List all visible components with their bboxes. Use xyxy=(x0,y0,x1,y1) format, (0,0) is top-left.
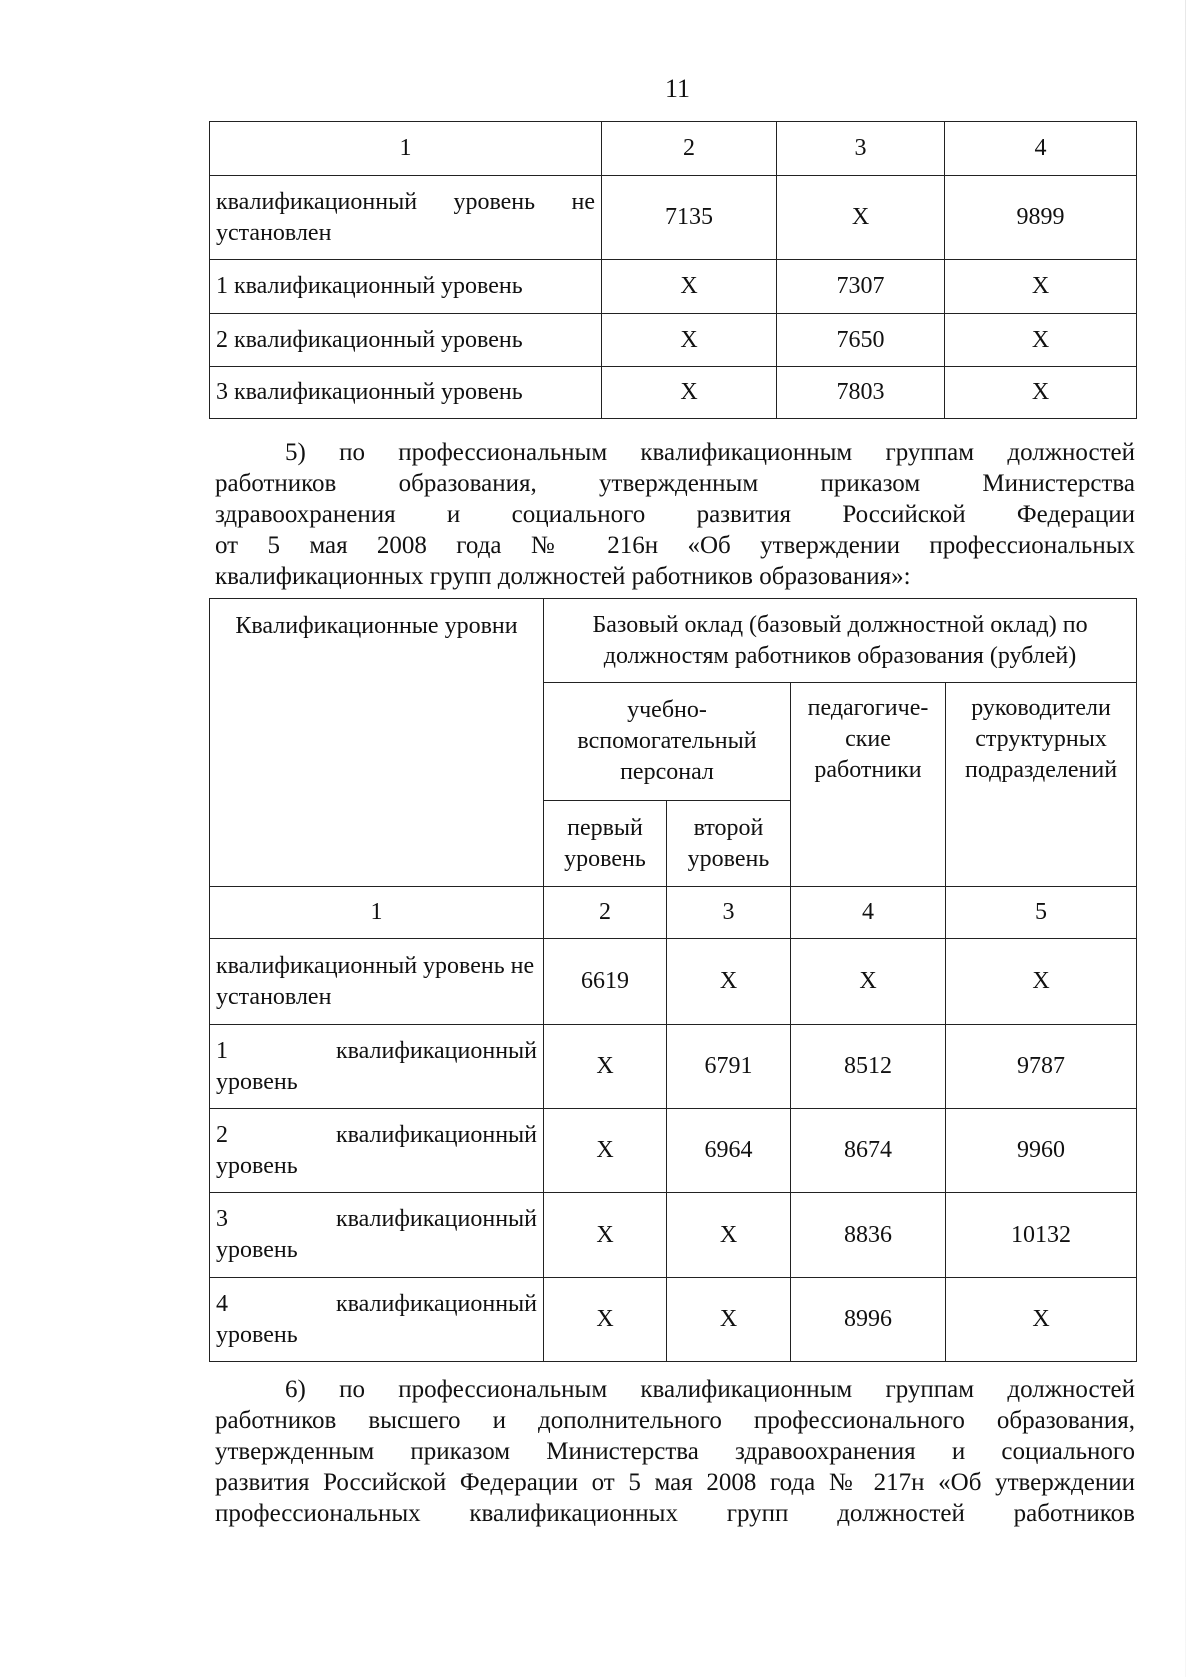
paragraph-6 xyxy=(215,1374,1135,1529)
row-label-tail: уровень xyxy=(216,1068,298,1095)
row-label xyxy=(210,1109,544,1193)
row-label xyxy=(210,1278,544,1362)
table-cell: Х xyxy=(602,260,777,314)
paragraph-line: здравоохранения и социального развития Российской Федерации xyxy=(215,501,1135,528)
table-row xyxy=(210,176,1137,260)
table-cell: Х xyxy=(544,1278,667,1362)
row-label-number: 3 xyxy=(216,1206,228,1232)
row-label: 2 квалификационный уровень xyxy=(210,314,602,367)
education-salary-table xyxy=(209,598,1137,1362)
table-cell: 8996 xyxy=(791,1278,946,1362)
header-support-staff: учебно-вспомогательный персонал xyxy=(544,683,791,801)
salary-table-continued xyxy=(209,121,1137,419)
table-header-cell: 1 xyxy=(210,122,602,176)
paragraph-5 xyxy=(215,437,1135,592)
row-label: 3 квалификационный уровень xyxy=(210,367,602,419)
row-label-word: квалификационный xyxy=(335,1037,537,1064)
table-cell: 6791 xyxy=(667,1025,791,1109)
table-cell: 7135 xyxy=(602,176,777,260)
table-cell: Х xyxy=(667,1193,791,1278)
row-label-number: 4 xyxy=(216,1290,228,1317)
row-label-line: квалификационный уровень не xyxy=(216,188,595,215)
table-row xyxy=(210,1109,1137,1193)
table-cell: 6619 xyxy=(544,939,667,1025)
table-cell: Х xyxy=(602,367,777,419)
table-cell: Х xyxy=(791,939,946,1025)
paragraph-line: работников высшего и дополнительного профессионального образования, xyxy=(215,1407,1135,1434)
row-label-line xyxy=(216,1204,537,1235)
table-header-cell: 3 xyxy=(667,887,791,939)
row-label xyxy=(210,1193,544,1278)
table-header-cell: 4 xyxy=(945,122,1137,176)
table-cell: Х xyxy=(667,1278,791,1362)
row-label-number: 2 xyxy=(216,1121,228,1148)
paragraph-line: квалификационных групп должностей работников образования»: xyxy=(215,563,911,590)
table-cell: 8836 xyxy=(791,1193,946,1278)
table-cell: 8512 xyxy=(791,1025,946,1109)
table-header-row xyxy=(210,599,1137,683)
table-cell: Х xyxy=(945,260,1137,314)
paragraph-line: профессиональных квалификационных групп должностей работников xyxy=(215,1500,1135,1527)
page-number: 11 xyxy=(664,74,691,103)
table-row xyxy=(210,314,1137,367)
table-cell: Х xyxy=(667,939,791,1025)
header-department-heads: руководители структурных подразделений xyxy=(946,683,1137,887)
paragraph-line: 6) по профессиональным квалификационным группам должностей xyxy=(285,1376,1135,1403)
table-cell: Х xyxy=(945,314,1137,367)
table-cell: Х xyxy=(777,176,945,260)
row-label-tail: уровень xyxy=(216,1237,298,1263)
table-row xyxy=(210,1025,1137,1109)
header-second-level: второй уровень xyxy=(667,801,791,887)
header-pedagogical-workers: педагогиче-ские работники xyxy=(791,683,946,887)
table-cell: Х xyxy=(544,1025,667,1109)
paragraph-line: 5) по профессиональным квалификационным группам должностей xyxy=(285,439,1135,466)
table-row xyxy=(210,1193,1137,1278)
row-label-tail: уровень xyxy=(216,1152,298,1179)
row-label-line: установлен xyxy=(216,219,332,246)
row-label-line xyxy=(216,1289,537,1320)
row-label-line xyxy=(216,1120,537,1151)
table-cell: Х xyxy=(946,939,1137,1025)
row-label xyxy=(210,1025,544,1109)
table-cell: 9960 xyxy=(946,1109,1137,1193)
paragraph-line: от 5 мая 2008 года № 216н «Об утверждении профессиональных xyxy=(215,532,1135,559)
table-header-cell: 3 xyxy=(777,122,945,176)
table-cell: 9787 xyxy=(946,1025,1137,1109)
scan-edge-mark xyxy=(1185,0,1186,1677)
header-base-salary: Базовый оклад (базовый должностной оклад) по должностям работников образования (рублей) xyxy=(544,599,1137,683)
table-cell: 9899 xyxy=(945,176,1137,260)
table-header-cell: 1 xyxy=(210,887,544,939)
row-label-number: 1 xyxy=(216,1037,228,1064)
table-cell: Х xyxy=(544,1109,667,1193)
table-cell: Х xyxy=(946,1278,1137,1362)
row-label: квалификационный уровень не установлен xyxy=(210,939,544,1025)
table-cell: 8674 xyxy=(791,1109,946,1193)
row-label: 1 квалификационный уровень xyxy=(210,260,602,314)
table-cell: 10132 xyxy=(946,1193,1137,1278)
table-header-numbering-row xyxy=(210,887,1137,939)
table-cell: Х xyxy=(544,1193,667,1278)
header-qualification-levels: Квалификационные уровни xyxy=(210,599,544,887)
row-label-word: квалификационный xyxy=(335,1206,537,1232)
table-header-numbering-row xyxy=(210,122,1137,176)
table-cell: 6964 xyxy=(667,1109,791,1193)
table-cell: 7307 xyxy=(777,260,945,314)
paragraph-line: развития Российской Федерации от 5 мая 2008 года № 217н «Об утверждении xyxy=(215,1469,1135,1496)
row-label-word: квалификационный xyxy=(335,1121,537,1148)
table-row xyxy=(210,1278,1137,1362)
table-cell: Х xyxy=(602,314,777,367)
table-row xyxy=(210,939,1137,1025)
table-header-cell: 2 xyxy=(544,887,667,939)
table-header-cell: 5 xyxy=(946,887,1137,939)
table-row xyxy=(210,367,1137,419)
table-header-cell: 2 xyxy=(602,122,777,176)
table-cell: 7803 xyxy=(777,367,945,419)
paragraph-line: утвержденным приказом Министерства здравоохранения и социального xyxy=(215,1438,1135,1465)
row-label-tail: уровень xyxy=(216,1321,298,1348)
header-first-level: первый уровень xyxy=(544,801,667,887)
row-label-line xyxy=(216,1036,537,1067)
table-header-cell: 4 xyxy=(791,887,946,939)
row-label-word: квалификационный xyxy=(335,1290,537,1317)
paragraph-line: работников образования, утвержденным приказом Министерства xyxy=(215,470,1135,497)
table-cell: Х xyxy=(945,367,1137,419)
row-label xyxy=(210,176,602,260)
table-cell: 7650 xyxy=(777,314,945,367)
table-row xyxy=(210,260,1137,314)
